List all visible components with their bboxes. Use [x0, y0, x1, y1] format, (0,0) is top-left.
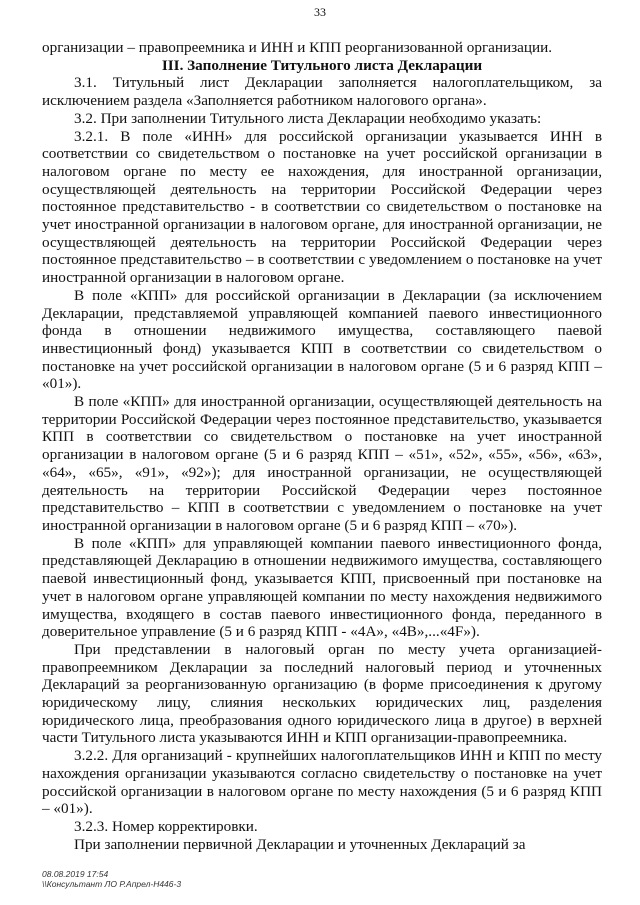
paragraph-kpp-foreign: В поле «КПП» для иностранной организации, осуществляющей деятельность на территории Российской Федерации через постоянное представительство, указывается КПП в соответствии со свидетельством о постановке на учет иностранной организации в налоговом органе (5 и 6 разряд КПП – «51», «52», «55», «56», «63», «64», «65», «91», «92»); для иностранной организации, не осуществляющей деятельность на территории Российской Федерации через постоянное представительство – КПП в соответствии с уведомлением о постановке на учет иностранной организации в налоговом органе (5 и 6 разряд КПП – «70»). [42, 393, 602, 534]
paragraph-3-1: 3.1. Титульный лист Декларации заполняется налогоплательщиком, за исключением раздела «Заполняется работником налогового органа». [42, 74, 602, 110]
section-heading: III. Заполнение Титульного листа Декларации [161, 56, 483, 74]
paragraph-3-2-3: 3.2.3. Номер корректировки. [74, 817, 258, 835]
document-body [42, 39, 602, 853]
paragraph-successor: При представлении в налоговый орган по месту учета организацией-правопреемником Декларации за последний налоговый период и уточненных Деклараций за реорганизованную организацию (в форме присоединения к другому юридическому лицу, слияния нескольких юридических лиц, разделения юридического лица, преобразования одного юридического лица в другое) в верхней части Титульного листа указываются ИНН и КПП организации-правопреемника. [42, 640, 602, 747]
paragraph-3-2-1: 3.2.1. В поле «ИНН» для российской организации указывается ИНН в соответствии со свидетельством о постановке на учет российской организации в налоговом органе по месту ее нахождения, для иностранной организации, осуществляющей деятельность на территории Российской Федерации через постоянное представительство - в соответствии со свидетельством о постановке на учет иностранной организации в налоговом органе, для иностранной организации, не осуществляющей деятельность на территории Российской Федерации через постоянное представительство – в соответствии с уведомлением о постановке на учет иностранной организации в налоговом органе. [42, 127, 602, 287]
paragraph-correction: При заполнении первичной Декларации и уточненных Деклараций за [74, 835, 526, 853]
paragraph-kpp-russian: В поле «КПП» для российской организации в Декларации (за исключением Декларации, представляемой управляющей компанией паевого инвестиционного фонда в отношении недвижимого имущества, составляющего паевой инвестиционный фонд) указывается КПП в соответствии со свидетельством о постановке на учет российской организации в налоговом органе (5 и 6 разряд КПП – «01»). [42, 286, 602, 393]
footer-date: 08.08.2019 17:54 [42, 869, 109, 879]
paragraph-3-2: 3.2. При заполнении Титульного листа Декларации необходимо указать: [74, 109, 542, 127]
paragraph-kpp-fund: В поле «КПП» для управляющей компании паевого инвестиционного фонда, представляющей Декларацию в отношении недвижимого имущества, составляющего паевой инвестиционный фонд, указывается КПП, присвоенный при постановке на учет в налоговом органе управляющей компании по месту нахождения недвижимого имущества, входящего в состав паевого инвестиционного фонда, переданного в доверительное управление (5 и 6 разряд КПП - «4А», «4В»,...«4F»). [42, 534, 602, 641]
intro-line: организации – правопреемника и ИНН и КПП реорганизованной организации. [42, 39, 553, 56]
footer-stamp [42, 869, 181, 889]
page-number: 33 [314, 5, 326, 19]
footer-source: \\Консультант ЛО Р.Апрел-Н446-3 [42, 879, 182, 889]
paragraph-3-2-2: 3.2.2. Для организаций - крупнейших налогоплательщиков ИНН и КПП по месту нахождения организации указываются согласно свидетельству о постановке на учет российской организации в налоговом органе по месту нахождения (5 и 6 разряд КПП – «01»). [42, 747, 602, 818]
